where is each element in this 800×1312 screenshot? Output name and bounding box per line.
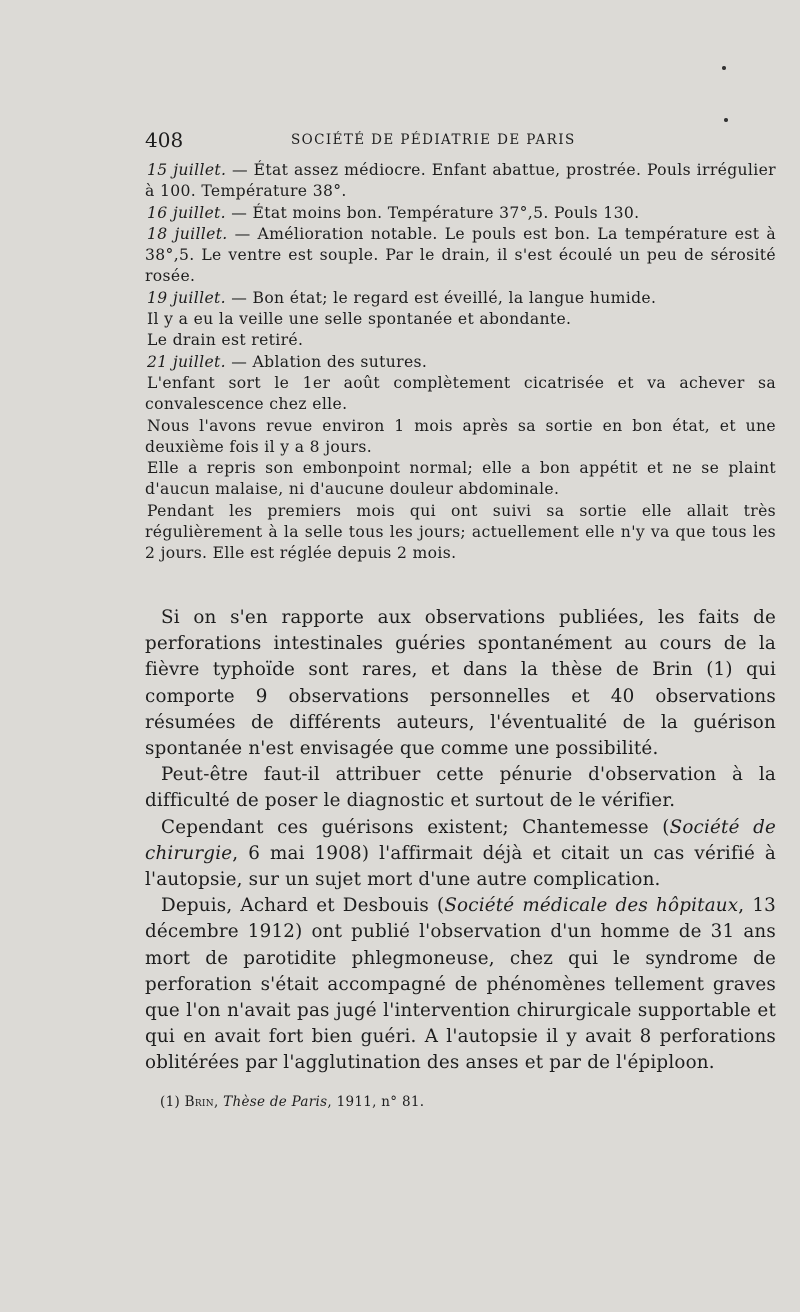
note-text: — Ablation des sutures. bbox=[225, 352, 428, 371]
note-text: Elle a repris son embonpoint normal; elle a bon appétit et ne se plaint d'aucun malaise, ni d'aucune douleur abdominale. bbox=[145, 459, 776, 499]
note-text: — Bon état; le regard est éveillé, la langue humide. bbox=[225, 288, 657, 307]
note-text: — Amélioration notable. Le pouls est bon. La température est à 38°,5. Le ventre est souple. Par le drain, il s'est écoulé un peu de sérosité rosée. bbox=[145, 224, 776, 286]
note-date: 21 juillet. bbox=[147, 352, 226, 371]
note-paragraph bbox=[145, 501, 776, 565]
discussion-text bbox=[145, 605, 776, 1077]
page-number: 408 bbox=[145, 128, 184, 152]
note-paragraph bbox=[145, 330, 776, 351]
note-paragraph bbox=[145, 458, 776, 501]
citation-reference: Société de chirurgie bbox=[145, 816, 776, 864]
discussion-paragraph: Si on s'en rapporte aux observations publiées, les faits de perforations intestinales guéries spontanément au cours de la fièvre typhoïde sont rares, et dans la thèse de Brin (1) qui comporte 9 observations personnelles et 40 observations résumées de différents auteurs, l'éventualité de la guérison spontanée n'est envisagée que comme une possibilité. bbox=[145, 607, 776, 760]
page-header bbox=[145, 128, 773, 152]
note-text: — État assez médiocre. Enfant abattue, prostrée. Pouls irrégulier à 100. Température 38°. bbox=[145, 161, 776, 201]
note-date: 16 juillet. bbox=[147, 203, 226, 222]
note-text: Il y a eu la veille une selle spontanée et abondante. bbox=[147, 310, 572, 329]
note-text: L'enfant sort le 1er août complètement cicatrisée et va achever sa convalescence chez elle. bbox=[145, 373, 776, 414]
footnote-separator: , bbox=[213, 1094, 224, 1110]
footnote-details: , 1911, n° 81. bbox=[327, 1094, 425, 1110]
note-paragraph bbox=[145, 373, 776, 416]
footnote-author: Brin bbox=[184, 1094, 214, 1110]
note-paragraph bbox=[145, 352, 776, 373]
note-paragraph bbox=[145, 416, 776, 459]
text-fragment: , 6 mai 1908) l'affirmait déjà et citait un cas vérifié à l'autopsie, sur un sujet mort d'une autre complication. bbox=[145, 842, 776, 891]
paper-speck bbox=[722, 66, 726, 70]
citation-reference: Société médicale des hôpitaux bbox=[444, 895, 739, 917]
note-paragraph bbox=[145, 288, 776, 309]
text-fragment: , 13 décembre 1912) ont publié l'observation d'un homme de 31 ans mort de parotidite phlegmoneuse, chez qui le syndrome de perforation s'était accompagné de phénomènes tellement graves que l'on n'avait pas jugé l'intervention chirurgicale supportable et qui en avait fort bien guéri. A l'autopsie il y avait 8 perforations oblitérées par l'agglutination des anses et par de l'épiploon. bbox=[145, 895, 776, 1074]
note-text: Pendant les premiers mois qui ont suivi sa sortie elle allait très régulièrement à la selle tous les jours; actuellement elle n'y va que tous les 2 jours. Elle est réglée depuis 2 mois. bbox=[145, 501, 776, 563]
note-paragraph bbox=[145, 203, 776, 224]
paper-speck bbox=[724, 118, 728, 122]
note-paragraph bbox=[145, 309, 776, 330]
footnote bbox=[160, 1094, 424, 1110]
running-title: SOCIÉTÉ DE PÉDIATRIE DE PARIS bbox=[291, 132, 576, 148]
note-text: Le drain est retiré. bbox=[147, 331, 304, 350]
note-date: 15 juillet. bbox=[147, 161, 227, 179]
text-fragment: Depuis, Achard et Desbouis ( bbox=[161, 895, 445, 917]
discussion-paragraph bbox=[145, 815, 776, 894]
note-date: 18 juillet. bbox=[147, 224, 228, 243]
footnote-work: Thèse de Paris bbox=[223, 1094, 328, 1110]
text-fragment: Cependant ces guérisons existent; Chantemesse ( bbox=[161, 816, 670, 838]
note-paragraph bbox=[145, 160, 776, 203]
discussion-paragraph: Peut-être faut-il attribuer cette pénurie d'observation à la difficulté de poser le diagnostic et surtout de le vérifier. bbox=[145, 764, 776, 812]
footnote-marker: (1) bbox=[160, 1094, 185, 1110]
clinical-notes bbox=[145, 160, 776, 565]
note-text: — État moins bon. Température 37°,5. Pouls 130. bbox=[225, 203, 640, 222]
note-paragraph bbox=[145, 224, 776, 288]
note-text: Nous l'avons revue environ 1 mois après sa sortie en bon état, et une deuxième fois il y a 8 jours. bbox=[145, 416, 776, 456]
note-date: 19 juillet. bbox=[147, 288, 226, 307]
discussion-paragraph bbox=[145, 893, 776, 1076]
